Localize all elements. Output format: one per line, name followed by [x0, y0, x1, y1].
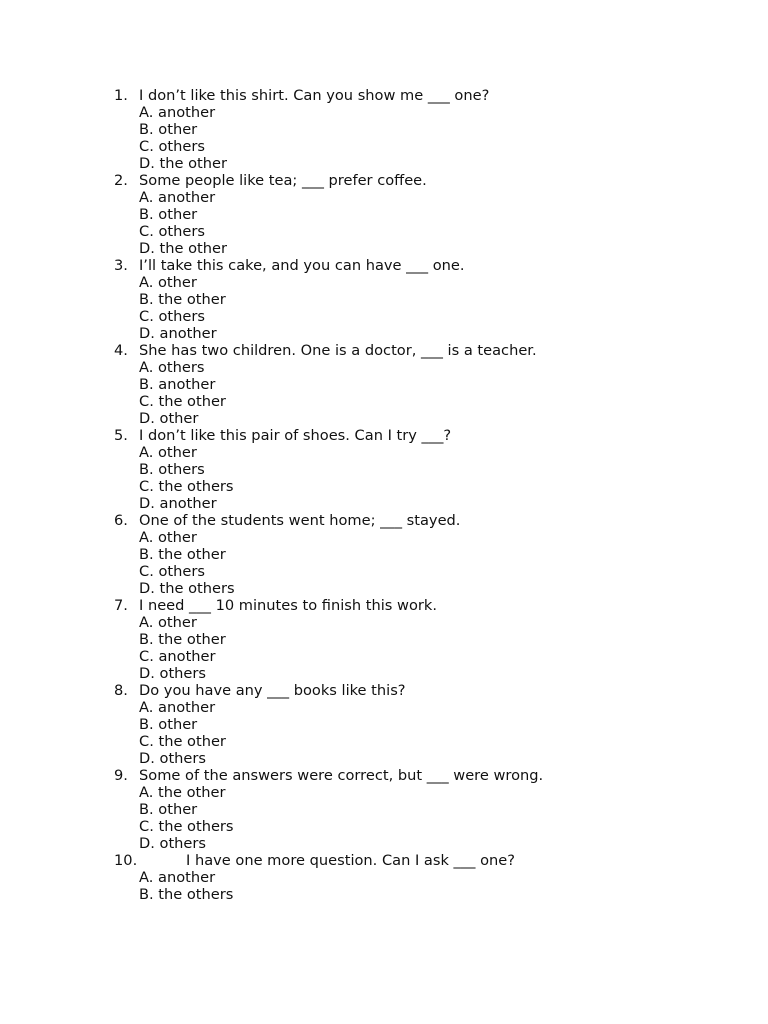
- question-text: One of the students went home; ___ stayed.: [139, 512, 461, 529]
- answer-option: C. others: [139, 308, 205, 325]
- answer-option: A. another: [139, 104, 216, 121]
- answer-option: D. the other: [139, 240, 227, 257]
- answer-option: D. the other: [139, 155, 227, 172]
- question-text: Some people like tea; ___ prefer coffee.: [139, 172, 427, 189]
- answer-option: D. others: [139, 750, 206, 767]
- answer-option: A. other: [139, 444, 197, 461]
- answer-option: B. the others: [139, 886, 234, 903]
- answer-option: C. another: [139, 648, 216, 665]
- answer-option: A. the other: [139, 784, 226, 801]
- question-text: I have one more question. Can I ask ___ one?: [186, 852, 515, 869]
- answer-option: D. the others: [139, 580, 235, 597]
- question-number: 5.: [114, 427, 128, 444]
- answer-option: D. others: [139, 835, 206, 852]
- answer-option: C. others: [139, 138, 205, 155]
- answer-option: C. others: [139, 223, 205, 240]
- answer-option: B. the other: [139, 546, 226, 563]
- answer-option: B. the other: [139, 291, 226, 308]
- question-6: [114, 512, 734, 529]
- answer-option: C. the others: [139, 478, 234, 495]
- answer-option: A. other: [139, 274, 197, 291]
- answer-option: C. the other: [139, 393, 226, 410]
- question-text: I don’t like this pair of shoes. Can I try ___?: [139, 427, 452, 444]
- answer-option: D. other: [139, 410, 199, 427]
- question-3: [114, 257, 734, 274]
- question-5: [114, 427, 734, 444]
- question-8: [114, 682, 734, 699]
- question-text: Some of the answers were correct, but ___ were wrong.: [139, 767, 544, 784]
- question-text: She has two children. One is a doctor, ___ is a teacher.: [139, 342, 537, 359]
- question-7: [114, 597, 734, 614]
- question-number: 6.: [114, 512, 128, 529]
- question-text: I’ll take this cake, and you can have ___ one.: [139, 257, 465, 274]
- question-number: 8.: [114, 682, 128, 699]
- question-number: 4.: [114, 342, 128, 359]
- question-number: 9.: [114, 767, 128, 784]
- question-number: 10.: [114, 852, 138, 869]
- question-4: [114, 342, 734, 359]
- answer-option: B. other: [139, 206, 198, 223]
- answer-option: B. the other: [139, 631, 226, 648]
- question-text: I don’t like this shirt. Can you show me ___ one?: [139, 87, 490, 104]
- answer-option: B. other: [139, 801, 198, 818]
- question-9: [114, 767, 734, 784]
- answer-option: A. other: [139, 529, 197, 546]
- answer-option: B. another: [139, 376, 216, 393]
- answer-option: B. others: [139, 461, 205, 478]
- answer-option: B. other: [139, 121, 198, 138]
- question-1: [114, 87, 734, 104]
- answer-option: C. the others: [139, 818, 234, 835]
- question-number: 7.: [114, 597, 128, 614]
- question-number: 3.: [114, 257, 128, 274]
- question-text: I need ___ 10 minutes to finish this work.: [139, 597, 438, 614]
- answer-option: C. others: [139, 563, 205, 580]
- answer-option: D. another: [139, 325, 217, 342]
- answer-option: A. other: [139, 614, 197, 631]
- answer-option: C. the other: [139, 733, 226, 750]
- question-10: [114, 852, 734, 869]
- question-text: Do you have any ___ books like this?: [139, 682, 406, 699]
- question-list: [114, 87, 734, 903]
- answer-option: A. another: [139, 869, 216, 886]
- answer-option: D. others: [139, 665, 206, 682]
- question-2: [114, 172, 734, 189]
- answer-option: A. others: [139, 359, 205, 376]
- answer-option: D. another: [139, 495, 217, 512]
- question-number: 2.: [114, 172, 128, 189]
- answer-option: B. other: [139, 716, 198, 733]
- answer-option: A. another: [139, 699, 216, 716]
- question-number: 1.: [114, 87, 128, 104]
- answer-option: A. another: [139, 189, 216, 206]
